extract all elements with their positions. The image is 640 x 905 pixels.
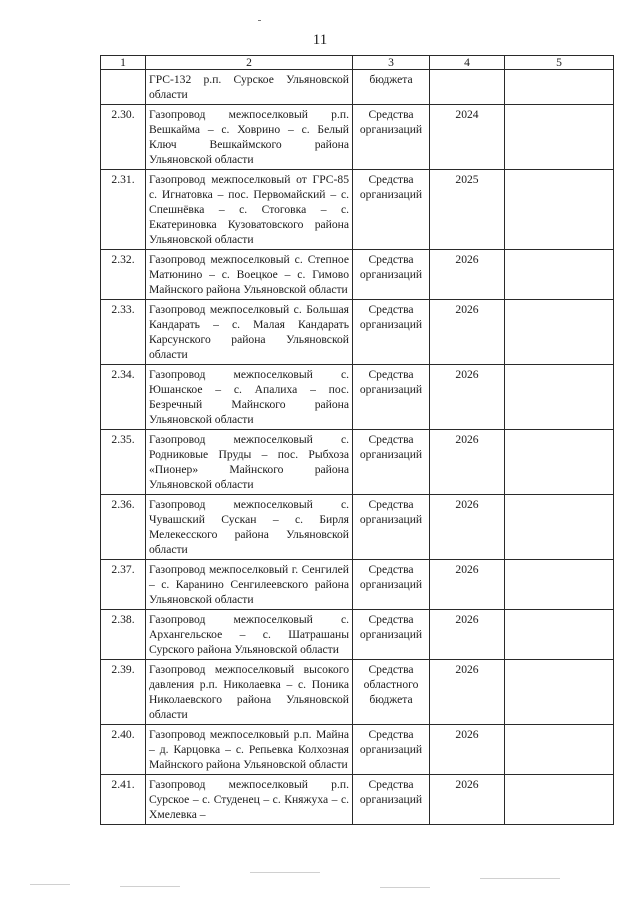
row-number-cell: 2.40. <box>101 725 146 775</box>
row-number-cell: 2.34. <box>101 365 146 430</box>
funding-source-cell: Средства областного бюджета <box>353 660 430 725</box>
table-row <box>101 660 614 725</box>
table-row <box>101 170 614 250</box>
funding-source-cell: Средства организаций <box>353 170 430 250</box>
table-header-row <box>101 56 614 70</box>
scan-speck <box>258 20 261 21</box>
row-number-cell: 2.38. <box>101 610 146 660</box>
table-row <box>101 495 614 560</box>
notes-cell <box>505 495 614 560</box>
header-cell-4: 4 <box>430 56 505 70</box>
funding-source-cell: Средства организаций <box>353 365 430 430</box>
year-cell: 2026 <box>430 250 505 300</box>
funding-source-cell: Средства организаций <box>353 250 430 300</box>
year-cell: 2026 <box>430 610 505 660</box>
notes-cell <box>505 660 614 725</box>
year-cell: 2025 <box>430 170 505 250</box>
year-cell: 2026 <box>430 300 505 365</box>
object-name-cell: Газопровод межпоселковый г. Сенгилей – с. Каранино Сенгилеевского района Ульяновской области <box>146 560 353 610</box>
funding-source-cell: бюджета <box>353 70 430 105</box>
table-row <box>101 365 614 430</box>
funding-source-cell: Средства организаций <box>353 105 430 170</box>
table-row <box>101 560 614 610</box>
scan-speck <box>480 878 560 879</box>
row-number-cell: 2.32. <box>101 250 146 300</box>
row-number-cell: 2.41. <box>101 775 146 825</box>
table-row <box>101 430 614 495</box>
notes-cell <box>505 70 614 105</box>
year-cell: 2026 <box>430 495 505 560</box>
object-name-cell: Газопровод межпоселковый р.п. Сурское – с. Студенец – с. Княжуха – с. Хмелевка – <box>146 775 353 825</box>
notes-cell <box>505 560 614 610</box>
notes-cell <box>505 105 614 170</box>
row-number-cell: 2.33. <box>101 300 146 365</box>
year-cell: 2026 <box>430 365 505 430</box>
object-name-cell: Газопровод межпоселковый высокого давления р.п. Николаевка – с. Поника Николаевского района Ульяновской области <box>146 660 353 725</box>
year-cell <box>430 70 505 105</box>
notes-cell <box>505 610 614 660</box>
funding-source-cell: Средства организаций <box>353 610 430 660</box>
row-number-cell: 2.35. <box>101 430 146 495</box>
table-row <box>101 610 614 660</box>
notes-cell <box>505 775 614 825</box>
notes-cell <box>505 430 614 495</box>
header-cell-3: 3 <box>353 56 430 70</box>
funding-source-cell: Средства организаций <box>353 300 430 365</box>
table-row <box>101 725 614 775</box>
year-cell: 2024 <box>430 105 505 170</box>
row-number-cell: 2.37. <box>101 560 146 610</box>
funding-source-cell: Средства организаций <box>353 495 430 560</box>
object-name-cell: Газопровод межпоселковый с. Большая Кандарать – с. Малая Кандарать Карсунского района Ульяновской области <box>146 300 353 365</box>
scan-speck <box>120 886 180 887</box>
notes-cell <box>505 300 614 365</box>
notes-cell <box>505 725 614 775</box>
object-name-cell: Газопровод межпоселковый р.п. Майна – д. Карцовка – с. Репьевка Колхозная Майнского района Ульяновской области <box>146 725 353 775</box>
scan-speck <box>380 887 430 888</box>
scan-speck <box>30 884 70 885</box>
header-cell-5: 5 <box>505 56 614 70</box>
funding-source-cell: Средства организаций <box>353 560 430 610</box>
row-number-cell: 2.39. <box>101 660 146 725</box>
row-number-cell: 2.36. <box>101 495 146 560</box>
row-number-cell: 2.30. <box>101 105 146 170</box>
funding-source-cell: Средства организаций <box>353 775 430 825</box>
year-cell: 2026 <box>430 560 505 610</box>
notes-cell <box>505 365 614 430</box>
object-name-cell: Газопровод межпоселковый с. Юшанское – с. Апалиха – пос. Безречный Майнского района Ульяновской области <box>146 365 353 430</box>
object-name-cell: Газопровод межпоселковый с. Чувашский Сускан – с. Бирля Мелекесского района Ульяновской области <box>146 495 353 560</box>
object-name-cell: Газопровод межпоселковый с. Степное Матюнино – с. Воецкое – с. Гимово Майнского района Ульяновской области <box>146 250 353 300</box>
notes-cell <box>505 250 614 300</box>
header-cell-1: 1 <box>101 56 146 70</box>
object-name-cell: ГРС-132 р.п. Сурское Ульяновской области <box>146 70 353 105</box>
year-cell: 2026 <box>430 660 505 725</box>
year-cell: 2026 <box>430 775 505 825</box>
funding-source-cell: Средства организаций <box>353 725 430 775</box>
table-row <box>101 300 614 365</box>
page-number: 11 <box>312 32 328 48</box>
funding-source-cell: Средства организаций <box>353 430 430 495</box>
table-row <box>101 250 614 300</box>
table-row <box>101 105 614 170</box>
row-number-cell <box>101 70 146 105</box>
year-cell: 2026 <box>430 725 505 775</box>
program-table <box>100 55 614 825</box>
header-cell-2: 2 <box>146 56 353 70</box>
notes-cell <box>505 170 614 250</box>
table-row <box>101 775 614 825</box>
scan-speck <box>250 872 320 873</box>
row-number-cell: 2.31. <box>101 170 146 250</box>
object-name-cell: Газопровод межпоселковый с. Родниковые Пруды – пос. Рыбхоза «Пионер» Майнского района Ульяновской области <box>146 430 353 495</box>
table-row <box>101 70 614 105</box>
object-name-cell: Газопровод межпоселковый с. Архангельское – с. Шатрашаны Сурского района Ульяновской области <box>146 610 353 660</box>
object-name-cell: Газопровод межпоселковый р.п. Вешкайма – с. Ховрино – с. Белый Ключ Вешкаймского района Ульяновской области <box>146 105 353 170</box>
object-name-cell: Газопровод межпоселковый от ГРС-85 с. Игнатовка – пос. Первомайский – с. Спешнёвка – с. Стоговка – с. Екатериновка Кузоватовского района Ульяновской области <box>146 170 353 250</box>
year-cell: 2026 <box>430 430 505 495</box>
